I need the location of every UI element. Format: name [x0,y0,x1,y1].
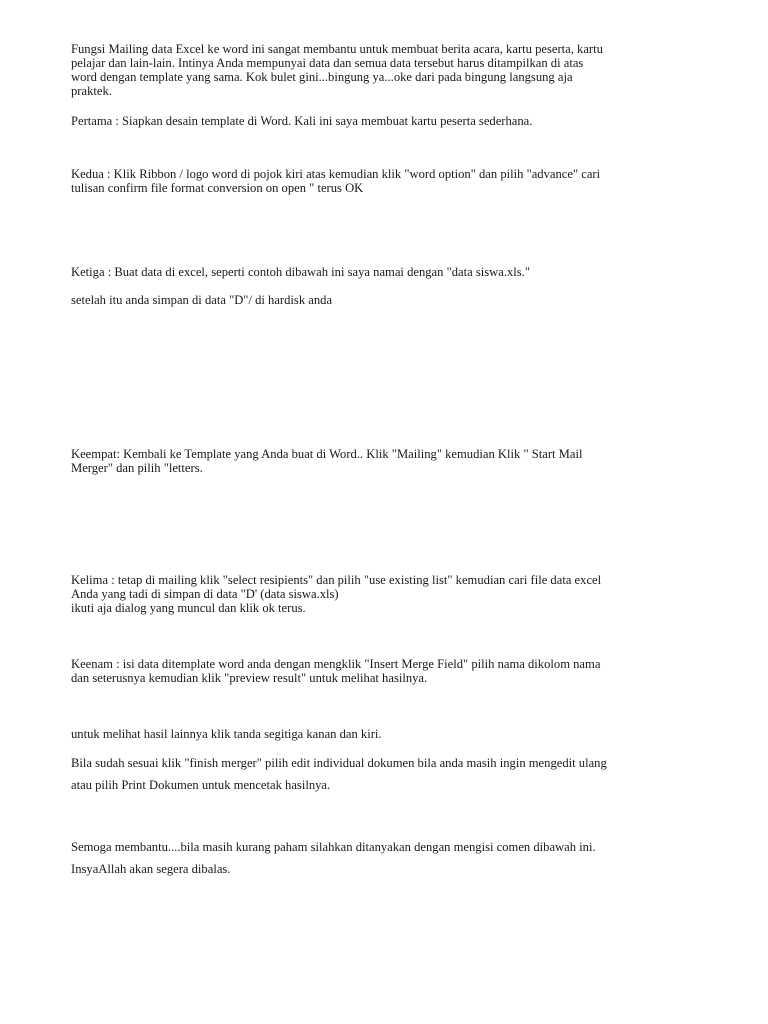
step-4-paragraph [71,447,721,475]
text-line: Kelima : tetap di mailing klik "select resipients" dan pilih "use existing list" kemudian cari file data excel [71,573,602,587]
text-line: dan seterusnya kemudian klik "preview result" untuk melihat hasilnya. [71,671,428,685]
text-line: Kedua : Klik Ribbon / logo word di pojok kiri atas kemudian klik "word option" dan pilih "advance" cari [71,167,601,181]
step-1-paragraph [71,114,721,128]
step-6-paragraph [71,657,721,685]
text-line: Anda yang tadi di simpan di data "D' (data siswa.xls) [71,587,339,601]
signoff-paragraph [71,862,721,876]
text-line: Bila sudah sesuai klik "finish merger" pilih edit individual dokumen bila anda masih ingin mengedit ulang [71,756,607,770]
text-line: tulisan confirm file format conversion on open " terus OK [71,181,364,195]
text-line: praktek. [71,84,112,98]
text-line: atau pilih Print Dokumen untuk mencetak hasilnya. [71,778,331,792]
text-line: Semoga membantu....bila masih kurang paham silahkan ditanyakan dengan mengisi comen dibawah ini. [71,840,596,854]
closing-paragraph [71,840,721,854]
step-2-paragraph [71,167,721,195]
step-5-paragraph [71,573,721,615]
text-line: Merger" dan pilih "letters. [71,461,203,475]
finish-paragraph [71,756,721,770]
text-line: untuk melihat hasil lainnya klik tanda segitiga kanan dan kiri. [71,727,382,741]
text-line: setelah itu anda simpan di data "D"/ di hardisk anda [71,293,333,307]
step-3-note-paragraph [71,293,721,307]
text-line: InsyaAllah akan segera dibalas. [71,862,231,876]
text-line: ikuti aja dialog yang muncul dan klik ok terus. [71,601,306,615]
text-line: Keempat: Kembali ke Template yang Anda buat di Word.. Klik "Mailing" kemudian Klik " Start Mail [71,447,583,461]
intro-paragraph [71,42,721,98]
text-line: word dengan template yang sama. Kok bulet gini...bingung ya...oke dari pada bingung langsung aja [71,70,573,84]
text-line: Keenam : isi data ditemplate word anda dengan mengklik "Insert Merge Field" pilih nama dikolom nama [71,657,601,671]
text-line: Ketiga : Buat data di excel, seperti contoh dibawah ini saya namai dengan "data siswa.xls." [71,265,530,279]
text-line: Fungsi Mailing data Excel ke word ini sangat membantu untuk membuat berita acara, kartu peserta, kartu [71,42,603,56]
text-line: Pertama : Siapkan desain template di Word. Kali ini saya membuat kartu peserta sederhana. [71,114,533,128]
text-line: pelajar dan lain-lain. Intinya Anda mempunyai data dan semua data tersebut harus ditampilkan di atas [71,56,584,70]
print-paragraph [71,778,721,792]
step-3-paragraph [71,265,721,279]
navigation-note-paragraph [71,727,721,741]
